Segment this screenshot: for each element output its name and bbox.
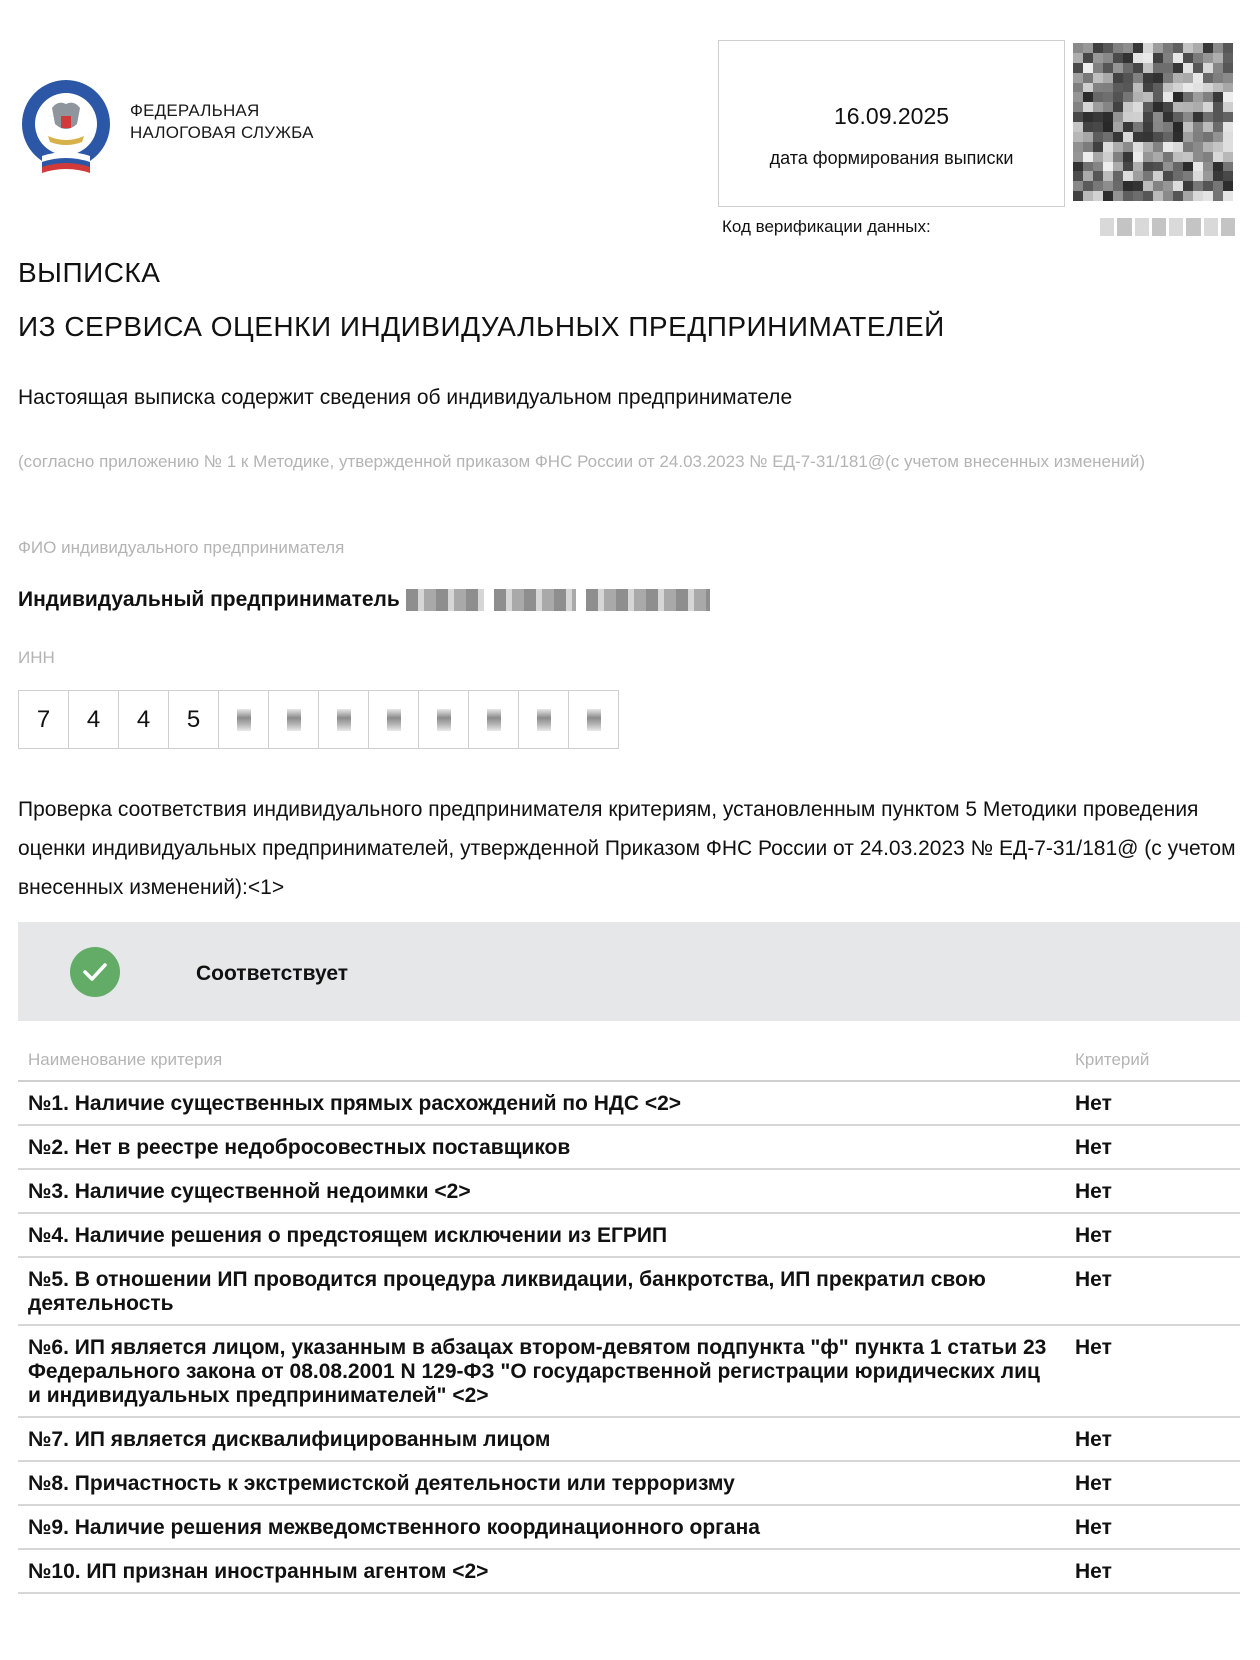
criterion-name: №5. В отношении ИП проводится процедура ликвидации, банкротства, ИП прекратил свою деятельность bbox=[28, 1268, 986, 1315]
criterion-value: Нет bbox=[1075, 1336, 1112, 1359]
inn-digit-cell bbox=[469, 690, 519, 749]
inn-digit-cell bbox=[269, 690, 319, 749]
org-name-line2: НАЛОГОВАЯ СЛУЖБА bbox=[130, 123, 314, 142]
qr-code-icon bbox=[1073, 43, 1233, 201]
criterion-name: №8. Причастность к экстремистской деятельности или терроризму bbox=[28, 1472, 735, 1495]
redacted-digit bbox=[387, 709, 401, 731]
inn-digit-cell bbox=[219, 690, 269, 749]
inn-digit-cell bbox=[319, 690, 369, 749]
table-row bbox=[18, 1418, 1240, 1462]
criterion-value: Нет bbox=[1075, 1268, 1112, 1291]
criterion-value: Нет bbox=[1075, 1428, 1112, 1451]
table-row bbox=[18, 1082, 1240, 1126]
inn-digit-cell: 7 bbox=[19, 690, 69, 749]
redacted-digit bbox=[487, 709, 501, 731]
intro-text: Настоящая выписка содержит сведения об индивидуальном предпринимателе bbox=[18, 386, 793, 409]
criterion-name: №1. Наличие существенных прямых расхождений по НДС <2> bbox=[28, 1092, 682, 1115]
table-header bbox=[18, 1050, 1240, 1082]
table-row bbox=[18, 1506, 1240, 1550]
redacted-digit bbox=[287, 709, 301, 731]
criteria-table bbox=[18, 1050, 1240, 1594]
entrepreneur-name-redacted bbox=[406, 589, 710, 611]
entrepreneur-name-row bbox=[18, 588, 710, 612]
fns-emblem-icon bbox=[18, 78, 114, 174]
inn-digit-cell bbox=[519, 690, 569, 749]
org-name bbox=[130, 100, 314, 144]
criterion-value: Нет bbox=[1075, 1560, 1112, 1583]
entrepreneur-prefix: Индивидуальный предприниматель bbox=[18, 588, 400, 611]
org-name-line1: ФЕДЕРАЛЬНАЯ bbox=[130, 101, 260, 120]
fio-label: ФИО индивидуального предпринимателя bbox=[18, 538, 345, 557]
document-title: ВЫПИСКА bbox=[18, 257, 161, 288]
document-subtitle: ИЗ СЕРВИСА ОЦЕНКИ ИНДИВИДУАЛЬНЫХ ПРЕДПРИНИМАТЕЛЕЙ bbox=[18, 311, 945, 342]
statement-date: 16.09.2025 bbox=[833, 103, 950, 129]
redacted-digit bbox=[537, 709, 551, 731]
criterion-value: Нет bbox=[1075, 1180, 1112, 1203]
table-row bbox=[18, 1462, 1240, 1506]
redacted-digit bbox=[587, 709, 601, 731]
criterion-value: Нет bbox=[1075, 1516, 1112, 1539]
criterion-value: Нет bbox=[1075, 1136, 1112, 1159]
criterion-name: №9. Наличие решения межведомственного координационного органа bbox=[28, 1516, 760, 1539]
inn-digit-cell: 5 bbox=[169, 690, 219, 749]
verification-code-redacted bbox=[1100, 218, 1235, 236]
table-row bbox=[18, 1126, 1240, 1170]
redacted-digit bbox=[337, 709, 351, 731]
inn-cells bbox=[18, 690, 619, 749]
column-header-criterion-value: Критерий bbox=[1075, 1050, 1150, 1069]
criterion-value: Нет bbox=[1075, 1092, 1112, 1115]
criterion-name: №2. Нет в реестре недобросовестных поставщиков bbox=[28, 1136, 571, 1159]
inn-digit-cell: 4 bbox=[119, 690, 169, 749]
table-row bbox=[18, 1170, 1240, 1214]
inn-digit-cell: 4 bbox=[69, 690, 119, 749]
check-circle-icon bbox=[70, 947, 120, 997]
table-row bbox=[18, 1326, 1240, 1418]
table-row bbox=[18, 1214, 1240, 1258]
criterion-name: №7. ИП является дисквалифицированным лицом bbox=[28, 1428, 551, 1451]
methodology-note: (согласно приложению № 1 к Методике, утвержденной приказом ФНС России от 24.03.2023 № ЕД-7-31/181@(с учетом внесенных изменений) bbox=[18, 452, 1146, 471]
criterion-name: №6. ИП является лицом, указанным в абзацах втором-девятом подпункта "ф" пункта 1 статьи 23 Федерального закона от 08.08.2001 N 129-ФЗ "О государственной регистрации юридических лиц и индивидуальных предпринимателей" <2> bbox=[28, 1336, 1047, 1407]
status-label: Соответствует bbox=[196, 962, 349, 985]
inn-label: ИНН bbox=[18, 648, 55, 667]
criterion-value: Нет bbox=[1075, 1472, 1112, 1495]
compliance-check-description: Проверка соответствия индивидуального предпринимателя критериям, установленным пунктом 5 Методики проведения оценки индивидуальных предпринимателей, утвержденной Приказом ФНС России от 24.03.2023 № ЕД-7-31/181@ (с учетом внесенных изменений):<1> bbox=[18, 798, 1236, 899]
criterion-name: №4. Наличие решения о предстоящем исключении из ЕГРИП bbox=[28, 1224, 668, 1247]
table-row bbox=[18, 1258, 1240, 1326]
statement-date-label: дата формирования выписки bbox=[769, 148, 1014, 168]
inn-digit-cell bbox=[419, 690, 469, 749]
criterion-name: №10. ИП признан иностранным агентом <2> bbox=[28, 1560, 489, 1583]
redacted-digit bbox=[237, 709, 251, 731]
inn-digit-cell bbox=[569, 690, 619, 749]
column-header-criterion-name: Наименование критерия bbox=[28, 1050, 223, 1069]
redacted-digit bbox=[437, 709, 451, 731]
criterion-value: Нет bbox=[1075, 1224, 1112, 1247]
date-box bbox=[718, 40, 1065, 207]
table-row bbox=[18, 1550, 1240, 1594]
inn-digit-cell bbox=[369, 690, 419, 749]
criterion-name: №3. Наличие существенной недоимки <2> bbox=[28, 1180, 471, 1203]
verification-label: Код верификации данных: bbox=[722, 217, 931, 236]
